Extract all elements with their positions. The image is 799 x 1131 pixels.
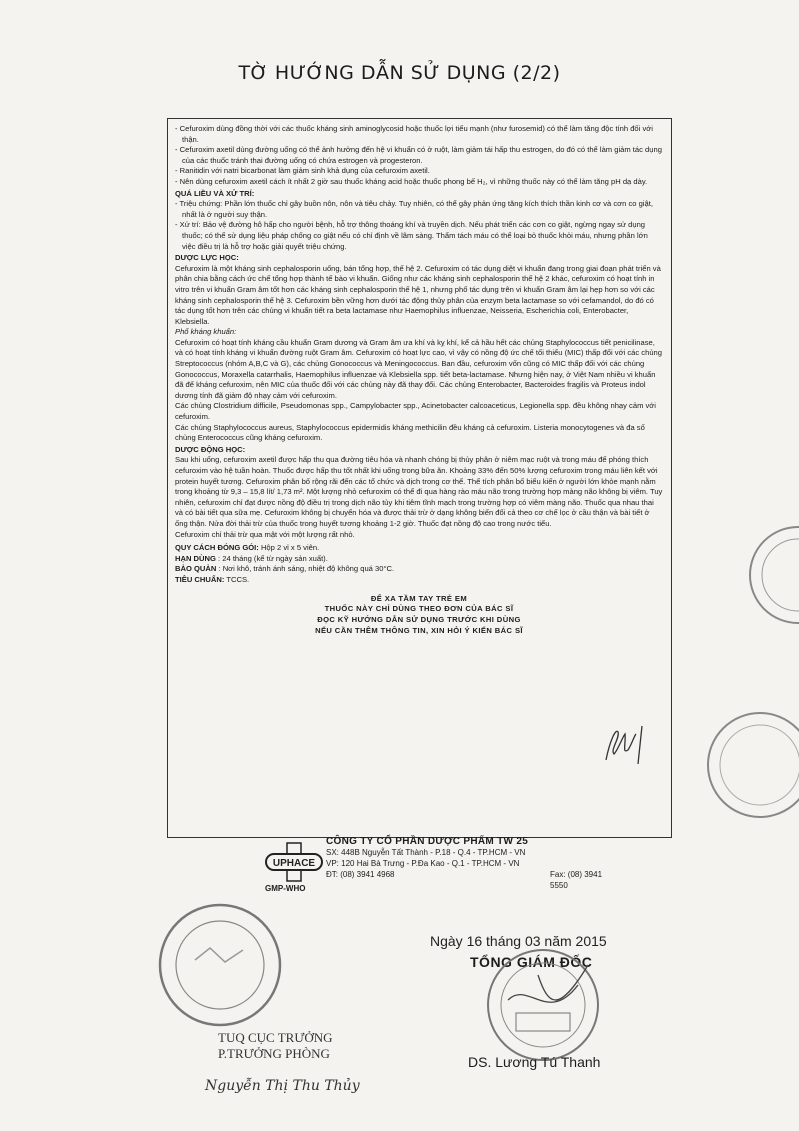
pharmacodynamics-heading: DƯỢC LỰC HỌC: <box>175 253 239 263</box>
authority-line: TUQ CỤC TRƯỞNG <box>218 1030 333 1045</box>
contact-row <box>326 869 620 890</box>
address-production: SX: 448B Nguyễn Tất Thành - P.18 - Q.4 - TP.HCM - VN <box>326 848 526 857</box>
phone: ĐT: (08) 3941 4968 <box>326 870 395 879</box>
storage-row <box>175 564 663 575</box>
standard-row <box>175 575 663 586</box>
list-item: - Triệu chứng: Phần lớn thuốc chỉ gây buồn nôn, nôn và tiêu chảy. Tuy nhiên, có thể gây phản ứng tăng kích thích thần kinh cơ và cơn co giật, nhất là ở người suy thận. <box>175 199 653 219</box>
overdose-heading: QUÁ LIỀU VÀ XỬ TRÍ: <box>175 188 255 198</box>
director-title: TỔNG GIÁM ĐỐC <box>470 954 593 970</box>
fax: Fax: (08) 3941 5550 <box>550 870 603 890</box>
company-info <box>260 836 620 896</box>
leaflet-content-box <box>167 118 672 838</box>
authority-signer: Nguyễn Thị Thu Thủy <box>205 1078 360 1094</box>
pharmacodynamics-text: Cefuroxim là một kháng sinh cephalosporin uống, bán tổng hợp, thế hệ 2. Cefuroxim có tác dụng diệt vi khuẩn đang trong giai đoạn phát triển và phân chia bằng cách ức chế tổng hợp thành tế bào vi khuẩn. Giống như các kháng sinh cephalosporin thế hệ 2 khác, cefuroxim có hoạt tính in vitro trên vi khuẩn Gram âm tốt hơn các kháng sinh cephalosporin thế hệ 1, nhưng phổ tác dụng trên vi khuẩn Gram âm lại hẹp hơn so với các kháng sinh cephalosporin thế hệ 3. Cefuroxim bền vững hơn dưới tác động thủy phân của enzym beta lactamase so với cefamandol, do đó có tác dụng tốt hơn trên các chủng vi khuẩn tiết ra beta lactamase như Haemophilus influenzae, Neisseria, Escherichia coli, Enterobacter, Klebsiella. <box>175 263 661 326</box>
page-title: TỜ HƯỚNG DẪN SỬ DỤNG (2/2) <box>238 62 561 84</box>
company-name: CÔNG TY CỔ PHẦN DƯỢC PHẨM TW 25 <box>326 836 529 847</box>
pharmacokinetics-text: Sau khi uống, cefuroxim axetil được hấp thu qua đường tiêu hóa và nhanh chóng bị thủy phân ở niêm mạc ruột và trong máu để phóng thích cefuroxim vào hệ tuần hoàn. Thuốc được hấp thu tốt nhất khi uống trong bữa ăn. Khoảng 33% đến 50% lượng cefuroxim trong máu liên kết với protein huyết tương. Cefuroxim phân bố rộng rãi đến các tổ chức và dịch trong cơ thể. Thể tích phân bố biểu kiến ở người lớn khỏe mạnh nằm trong khoảng từ 9,3 – 15,8 lít/ 1,73 m². Một lượng nhỏ cefuroxim có thể đi qua hàng rào máu não trong trường hợp màng não không bị viêm. Tuy nhiên, cefuroxim chỉ đạt được nồng độ điều trị trong dịch não tủy khi tiêm tĩnh mạch trong trường hợp có viêm màng não. Thuốc qua nhau thai và có bài tiết qua sữa mẹ. Cefuroxim không bị chuyển hóa và được thải trừ ở dạng không biến đổi cả theo cơ chế lọc ở cầu thận và bài tiết ở ống thận. Nửa đời thải trừ của thuốc trong huyết tương khoảng 1-2 giờ. Thuốc đạt nồng độ cao trong nước tiểu. <box>175 455 663 528</box>
director-name: DS. Lương Tú Thanh <box>468 1054 601 1070</box>
edge-stamp <box>690 705 799 825</box>
pharmacokinetics-text: Cefuroxim chỉ thải trừ qua mật với một lượng rất nhỏ. <box>175 529 355 539</box>
warning-text <box>175 594 663 637</box>
warning-line: ĐỂ XA TẦM TAY TRẺ EM <box>370 593 468 603</box>
storage-value: : Nơi khô, tránh ánh sáng, nhiệt độ không quá 30°C. <box>218 564 395 574</box>
list-item: - Cefuroxim dùng đồng thời với các thuốc kháng sinh aminoglycosid hoặc thuốc lợi tiểu mạnh (như furosemid) có thể làm tăng độc tính đối với thận. <box>175 124 653 144</box>
warning-line: THUỐC NÀY CHỈ DÙNG THEO ĐƠN CỦA BÁC SĨ <box>324 604 514 614</box>
list-item: - Xử trí: Bảo vệ đường hô hấp cho người bệnh, hỗ trợ thông thoáng khí và truyền dịch. Nếu phát triển các cơn co giật, ngừng ngay sử dụng thuốc; có thể sử dụng liệu pháp chống co giật nếu có chỉ định về lâm sàng. Thẩm tách máu có thể loại bỏ thuốc khỏi máu, nhưng phần lớn việc điều trị là hỗ trợ hoặc giải quyết triệu chứng. <box>175 220 648 251</box>
sign-date: Ngày 16 tháng 03 năm 2015 <box>430 933 607 949</box>
list-item: - Ranitidin với natri bicarbonat làm giảm sinh khả dụng của cefuroxim axetil. <box>175 166 430 176</box>
packing-row <box>175 543 663 554</box>
list-item: - Cefuroxim axetil dùng đường uống có thể ảnh hưởng đến hệ vi khuẩn có ở ruột, làm giảm tái hấp thu estrogen, do đó có thể làm giảm tác dụng của các thuốc tránh thai đường uống có chứa estrogen và progesteron. <box>175 145 662 165</box>
spectrum-text: Cefuroxim có hoạt tính kháng cầu khuẩn Gram dương và Gram âm ưa khí và kỵ khí, kể cả hầu hết các chủng Staphylococcus tiết penicilinase, và có hoạt tính kháng vi khuẩn đường ruột Gram âm. Cefuroxim có hoạt lực cao, vì vậy có nồng độ ức chế tối thiểu (MIC) thấp đối với các chủng Streptococcus (nhóm A,B,C và G), các chủng Gonococcus và Meningococcus. Ban đầu, cefuroxim vốn cũng có MIC thấp đối với các chủng Gonococcus, Moraxella catarrhalis, Haemophilus influenzae và Klebsiella spp. tiết beta-lactamase. Nhưng hiện nay, ở Việt Nam nhiều vi khuẩn đã để kháng cefuroxim, nên MIC của thuốc đối với các chủng này đã thay đổi. Các chủng Enterobacter, Bacteroides fragilis và Proteus indol dương tính đã giảm độ nhạy cảm với cefuroxim. <box>175 337 662 400</box>
spectrum-heading: Phổ kháng khuẩn: <box>175 327 237 337</box>
expiry-value: : 24 tháng (kể từ ngày sản xuất). <box>218 553 328 563</box>
spectrum-text: Các chủng Staphylococcus aureus, Staphylococcus epidermidis kháng methicilin đều kháng cả cefuroxim. Listeria monocytogenes và đa số chủng Enterococcus cũng kháng cefuroxim. <box>175 422 645 443</box>
logo-text: UPHACE <box>272 858 316 869</box>
initial-signature <box>598 720 658 770</box>
warning-line: ĐỌC KỸ HƯỚNG DẪN SỬ DỤNG TRƯỚC KHI DÙNG <box>317 615 521 625</box>
company-stamp <box>478 945 608 1065</box>
expiry-row <box>175 554 663 565</box>
list-item: - Nên dùng cefuroxim axetil cách ít nhất 2 giờ sau thuốc kháng acid hoặc thuốc phong bế H₂, vì những thuốc này có thể làm tăng pH dạ dày. <box>175 176 648 186</box>
address-office: VP: 120 Hai Bà Trưng - P.Đa Kao - Q.1 - TP.HCM - VN <box>326 859 520 868</box>
spectrum-text: Các chủng Clostridium difficile, Pseudomonas spp., Campylobacter spp., Acinetobacter calcoaceticus, Legionella spp. đều không nhạy cảm với cefuroxim. <box>175 401 656 422</box>
storage-label: BẢO QUẢN <box>175 564 217 574</box>
packing-value: Hộp 2 vỉ x 5 viên. <box>260 543 320 553</box>
standard-value: TCCS. <box>226 574 250 584</box>
edge-stamp <box>728 520 799 630</box>
pharmacokinetics-heading: DƯỢC ĐỘNG HỌC: <box>175 444 246 454</box>
authority-stamp <box>155 900 285 1030</box>
authority-text <box>218 1030 333 1062</box>
packing-label: QUY CÁCH ĐÓNG GÓI: <box>175 543 259 553</box>
warning-line: NẾU CẦN THÊM THÔNG TIN, XIN HỎI Ý KIẾN BÁC SĨ <box>315 625 523 635</box>
authority-line: P.TRƯỞNG PHÒNG <box>218 1046 330 1061</box>
gmp-label: GMP-WHO <box>265 884 306 893</box>
expiry-label: HẠN DÙNG <box>175 553 216 563</box>
standard-label: TIÊU CHUẨN: <box>175 574 225 584</box>
